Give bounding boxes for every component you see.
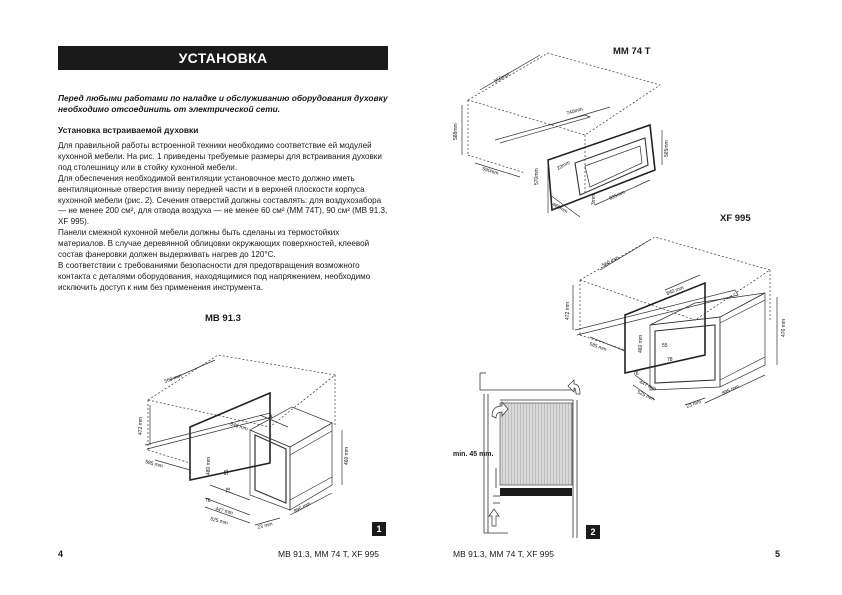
- ventilation-gap-label: min. 45 mm.: [453, 451, 494, 458]
- dim-23: 23 mm: [685, 399, 703, 410]
- dim-447: 447 mm: [638, 379, 658, 393]
- diagram-mm74t: [440, 45, 700, 225]
- airflow-arrow-icon: [489, 509, 499, 526]
- page-title: УСТАНОВКА: [58, 46, 388, 70]
- dim-472: 472 mm: [565, 301, 571, 320]
- figure-label-xf995: XF 995: [720, 213, 751, 224]
- body-text: [58, 141, 388, 294]
- page-footer: MB 91.3, MM 74 T, XF 995: [453, 549, 554, 559]
- dim-78: 78: [667, 357, 673, 363]
- dim-565: 565mm: [664, 140, 670, 157]
- dim-525: 525 mm: [636, 389, 656, 403]
- figure-label-mb913: MB 91.3: [205, 313, 241, 324]
- diagram-mb913: [110, 335, 360, 535]
- dim-3: 3mm: [591, 193, 597, 205]
- dim-472: 472 mm: [138, 416, 144, 435]
- dim-590: 590mm: [481, 166, 500, 177]
- figure-number-badge: 2: [586, 525, 600, 539]
- section-heading: Установка встраиваемой духовки: [58, 125, 199, 135]
- figure-label-mm74t: MM 74 T: [613, 46, 651, 57]
- oven-cavity: [500, 403, 572, 485]
- dim-476: 476 mm: [781, 318, 787, 337]
- dim-556: 556mm: [493, 71, 511, 85]
- paragraph: Для правильной работы встроенной техники необходимо соответствие ей модулей кухонной мебели. На рис. 1 приведены требуемые размеры для встраивания духовки под столешницу или в стойку кухонной мебели.: [58, 141, 382, 172]
- dim-78: 78: [226, 487, 232, 493]
- intro-warning: Перед любыми работами по наладке и обслуживанию оборудования духовку необходимо отсоединить от электрической сети.: [58, 93, 388, 114]
- dim-466: 466mm: [551, 201, 569, 216]
- diagram-xf995: [555, 225, 810, 420]
- dim-588: 588mm: [453, 123, 459, 140]
- dim-585: 585 mm: [588, 341, 608, 354]
- dim-55: 55: [224, 469, 230, 475]
- dim-460: 460 mm: [638, 334, 644, 353]
- dim-895: 895mm: [608, 189, 627, 202]
- dim-23: 23 mm: [256, 521, 274, 531]
- dim-76: 76: [205, 498, 211, 504]
- dim-846: 846 mm: [229, 421, 249, 433]
- dim-460: 460 mm: [344, 446, 350, 465]
- figure-number-badge: 1: [372, 522, 386, 536]
- page-number: 4: [58, 549, 64, 559]
- dim-55: 55: [662, 343, 668, 349]
- dim-560: 560 mm: [163, 373, 183, 385]
- dim-840: 840 mm: [665, 285, 685, 297]
- paragraph: Панели смежной кухонной мебели должны быть сделаны из термостойких материалов. В случае деревянной облицовки окружающих поверхностей, клеевой состав фанеровки должен выдерживать нагрев до 120°C.: [58, 228, 370, 260]
- dim-447: 447 mm: [214, 506, 234, 517]
- paragraph: Для обеспечения необходимой вентиляции установочное место должно иметь вентиляционные отверстия внизу передней части и в верхней плоскости корпуса кухонной мебели (рис. 2). Сечения отверстий должны составлять: для воздухозабора — не менее 200 см², для отвода воздуха — не менее 60 см² (MM 74T), 90 см² (MB 91.3, XF 995).: [58, 173, 388, 227]
- dim-22: 22mm: [556, 159, 572, 172]
- dim-480: 480 mm: [206, 456, 212, 475]
- dim-740: 740mm: [565, 106, 584, 117]
- dim-76: 76: [633, 371, 639, 377]
- dim-585: 585 mm: [144, 459, 164, 470]
- dim-560: 560 mm: [601, 254, 620, 269]
- page-number: 5: [775, 549, 781, 559]
- airflow-arrow-icon: [568, 380, 580, 394]
- oven-base: [500, 488, 572, 496]
- page-footer: MB 91.3, MM 74 T, XF 995: [278, 549, 379, 559]
- dim-525: 525 mm: [209, 516, 229, 527]
- dim-570: 570mm: [534, 168, 540, 185]
- paragraph: В соответствии с требованиями безопасности для предотвращения возможного контакта с деталями оборудования, находящимися под напряжением, необходимо исключить доступ к ним без применения инструмента.: [58, 260, 371, 292]
- dim-895: 895 mm: [293, 500, 312, 515]
- dim-895: 895 mm: [721, 383, 741, 397]
